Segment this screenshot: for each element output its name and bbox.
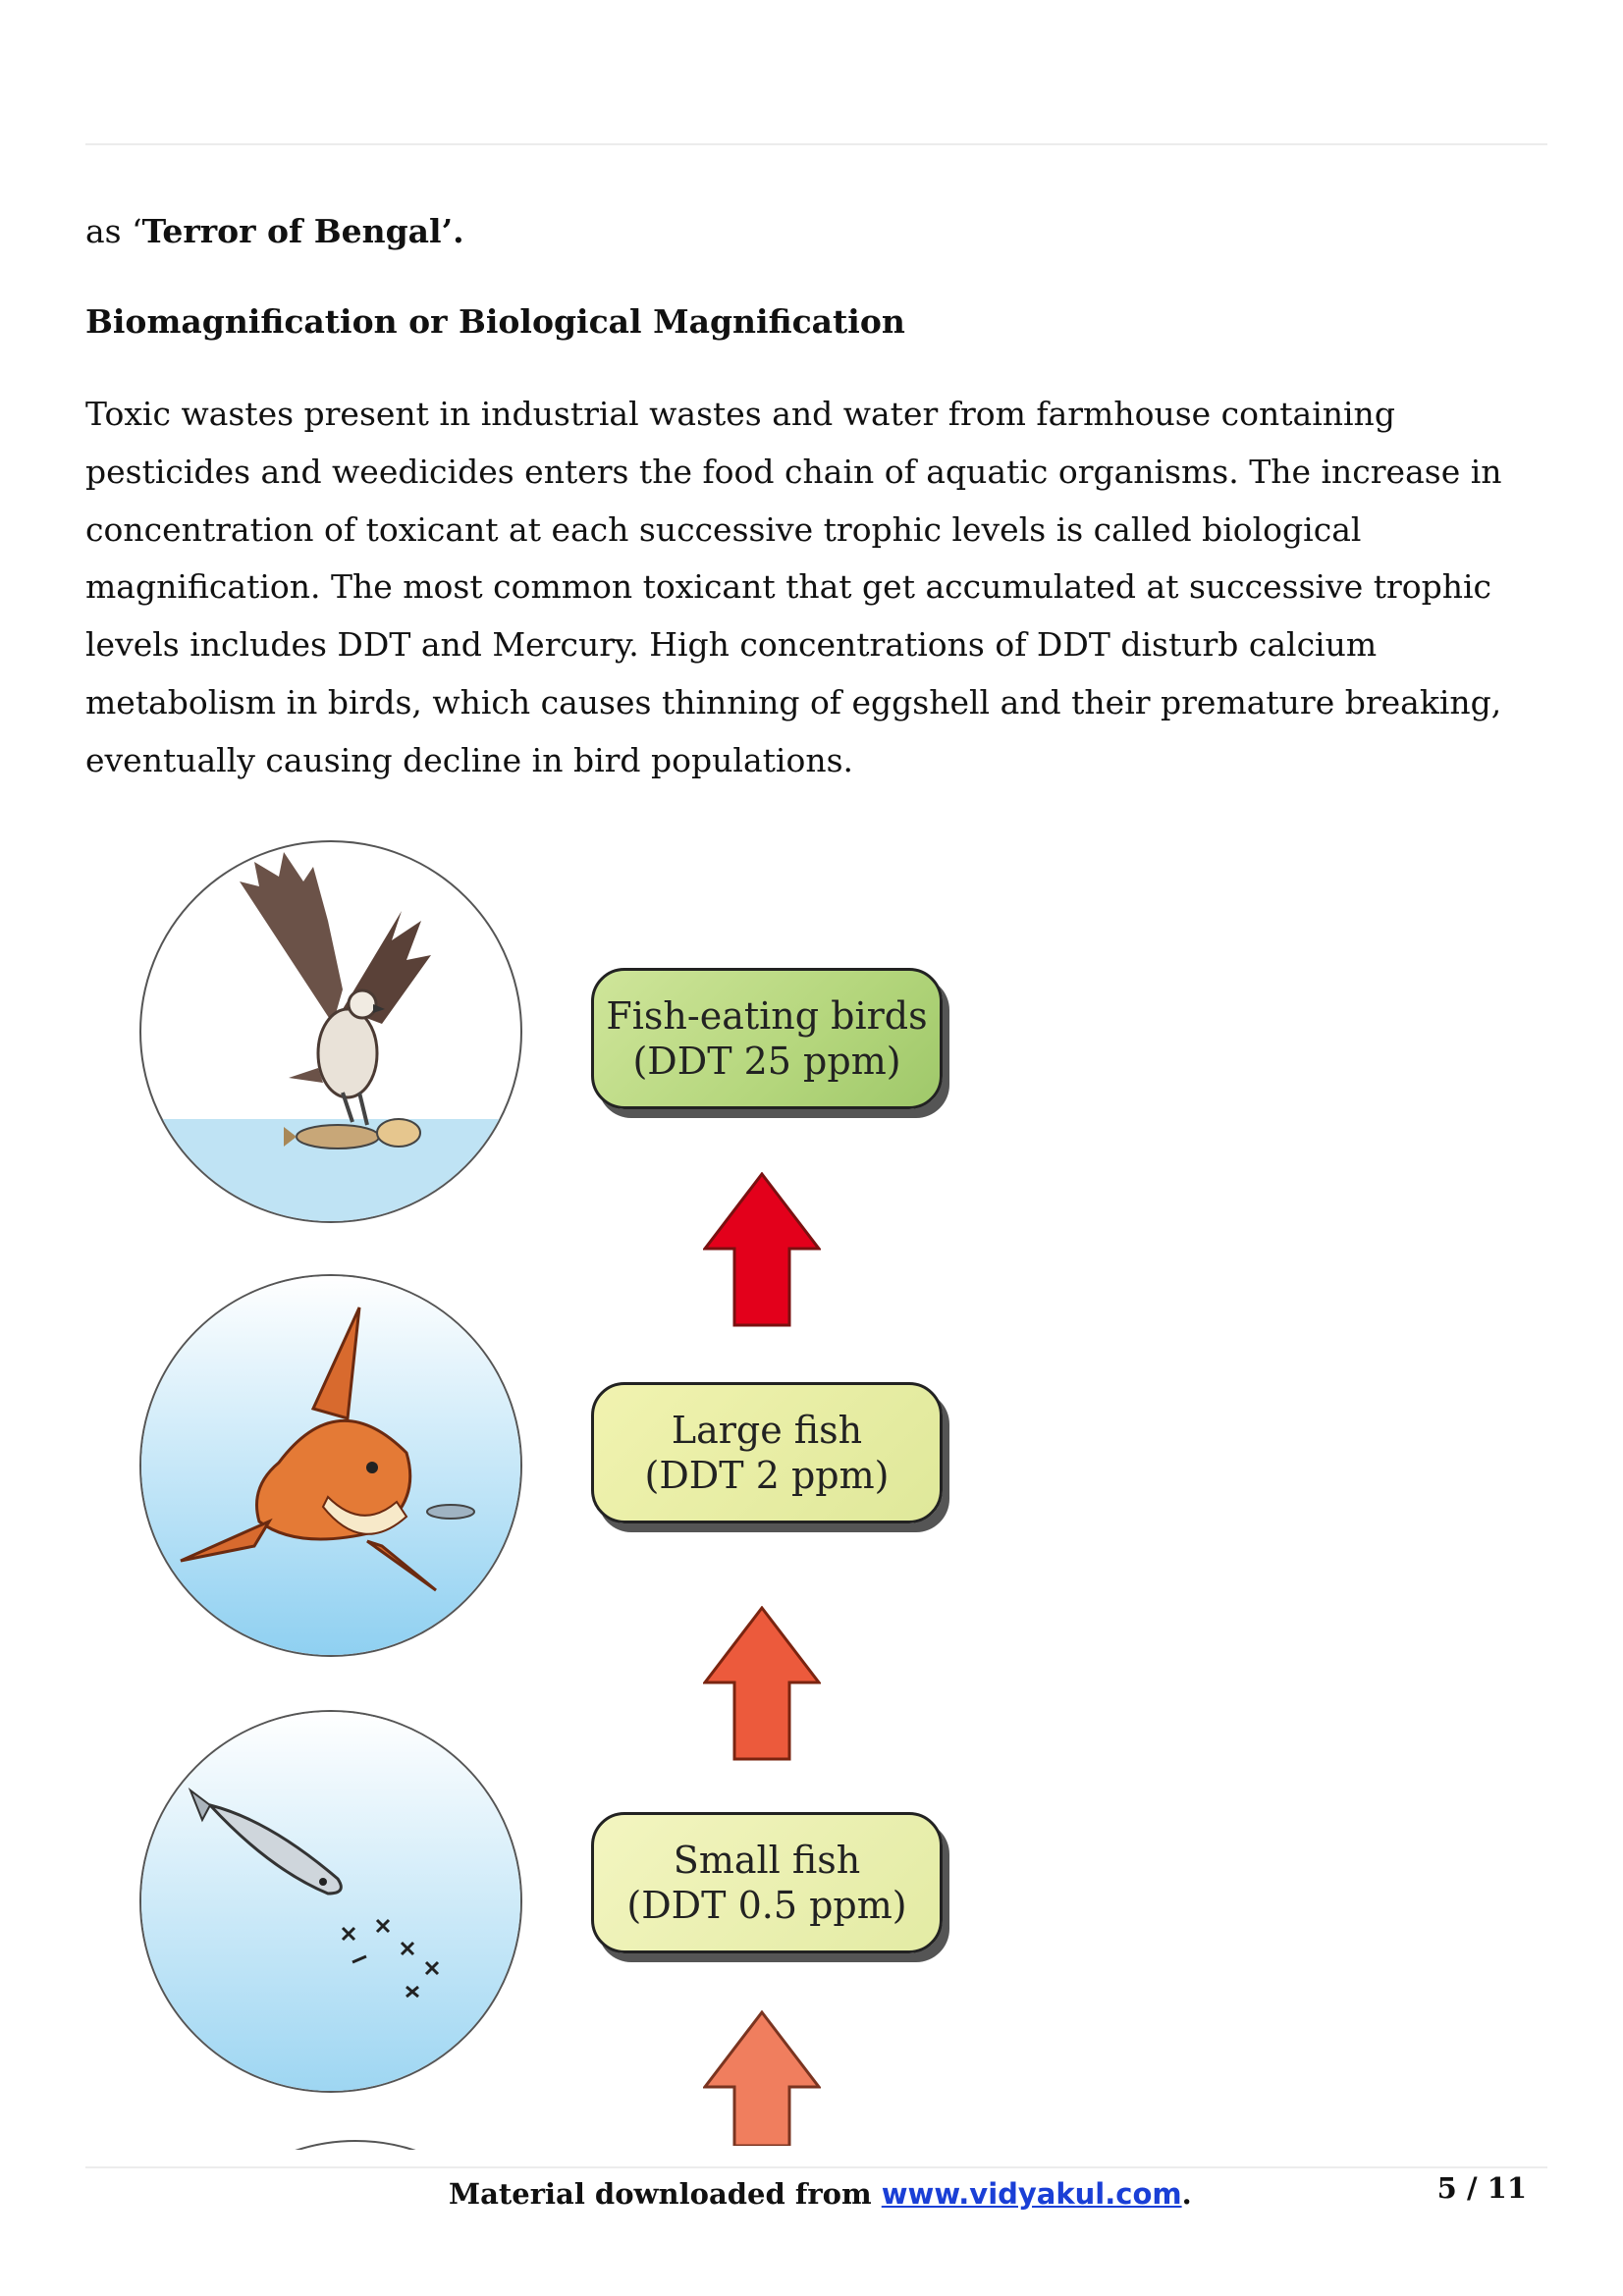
- arrow-shape: [705, 1174, 819, 1325]
- level-name: Fish-eating birds: [606, 994, 928, 1038]
- level-box-birds: [591, 968, 943, 1109]
- vidyakul-link[interactable]: www.vidyakul.com: [881, 2177, 1182, 2211]
- large-fish-illustration: [139, 1274, 522, 1657]
- page-footer: [0, 2169, 1623, 2218]
- footer-credit: [449, 2169, 1192, 2218]
- arrow-up-icon: [703, 1606, 821, 1765]
- intro-prefix: as ‘: [85, 212, 142, 250]
- footer-prefix: Material downloaded from: [449, 2177, 882, 2211]
- intro-line: [85, 209, 464, 254]
- small-fish-illustration: [139, 1710, 522, 2093]
- next-circle-partial: [285, 2140, 422, 2150]
- arrow-shape: [705, 1608, 819, 1759]
- level-ddt: (DDT 2 ppm): [644, 1454, 890, 1497]
- biomagnification-diagram: [128, 834, 992, 2150]
- arrow-up-icon: [703, 2010, 821, 2150]
- osprey-illustration: [139, 840, 522, 1223]
- level-ddt: (DDT 0.5 ppm): [626, 1884, 907, 1927]
- level-box-large-fish: [591, 1382, 943, 1523]
- page-number: 5 / 11: [1436, 2171, 1527, 2205]
- level-ddt: (DDT 25 ppm): [632, 1040, 901, 1083]
- body-paragraph: Toxic wastes present in industrial wastes and water from farmhouse containing pesticides and weedicides enters the food chain of aquatic organisms. The increase in concentration of toxicant at each successive trophic levels is called biological magnification. The most common toxicant that get accumulated at successive trophic levels includes DDT and Mercury. High concentrations of DDT disturb calcium metabolism in birds, which causes thinning of eggshell and their premature breaking, eventually causing decline in bird populations.: [85, 395, 1502, 779]
- footer-divider: [85, 2166, 1547, 2168]
- arrow-up-icon: [703, 1172, 821, 1331]
- level-name: Large fish: [671, 1409, 863, 1452]
- arrow-shape: [705, 2012, 819, 2146]
- intro-bold-text: Terror of Bengal’.: [141, 212, 464, 250]
- section-heading: Biomagnification or Biological Magnification: [85, 302, 905, 341]
- level-name: Small fish: [673, 1839, 861, 1882]
- footer-suffix: .: [1181, 2177, 1192, 2211]
- header-divider: [85, 143, 1547, 145]
- level-box-small-fish: [591, 1812, 943, 1953]
